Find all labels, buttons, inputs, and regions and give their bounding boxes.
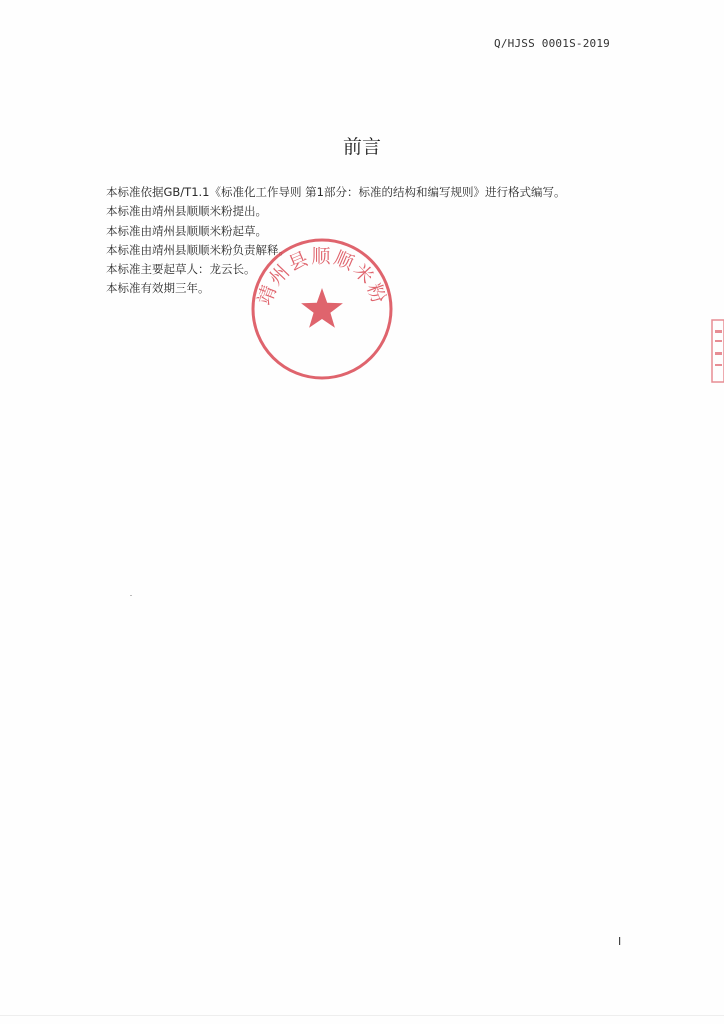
page-bottom-edge bbox=[0, 1015, 724, 1016]
foreword-line: 本标准依据GB/T1.1《标准化工作导则 第1部分：标准的结构和编写规则》进行格式编写。 bbox=[106, 185, 566, 199]
page-title: 前言 bbox=[342, 136, 381, 158]
foreword-line: 本标准由靖州县顺顺米粉负责解释。 bbox=[106, 242, 290, 257]
foreword-body bbox=[106, 183, 666, 299]
foreword-line: 本标准由靖州县顺顺米粉提出。 bbox=[106, 204, 267, 219]
edge-seal-fragment bbox=[710, 318, 724, 384]
document-number: Q/HJSS 0001S-2019 bbox=[494, 37, 610, 50]
page-number: I bbox=[618, 935, 622, 948]
foreword-line: 本标准有效期三年。 bbox=[106, 281, 210, 296]
seal-text: 靖州县顺顺米粉 bbox=[253, 245, 391, 309]
foreword-line: 本标准由靖州县顺顺米粉起草。 bbox=[106, 223, 267, 238]
scan-speck bbox=[130, 595, 132, 596]
foreword-line: 本标准主要起草人：龙云长。 bbox=[106, 262, 256, 277]
